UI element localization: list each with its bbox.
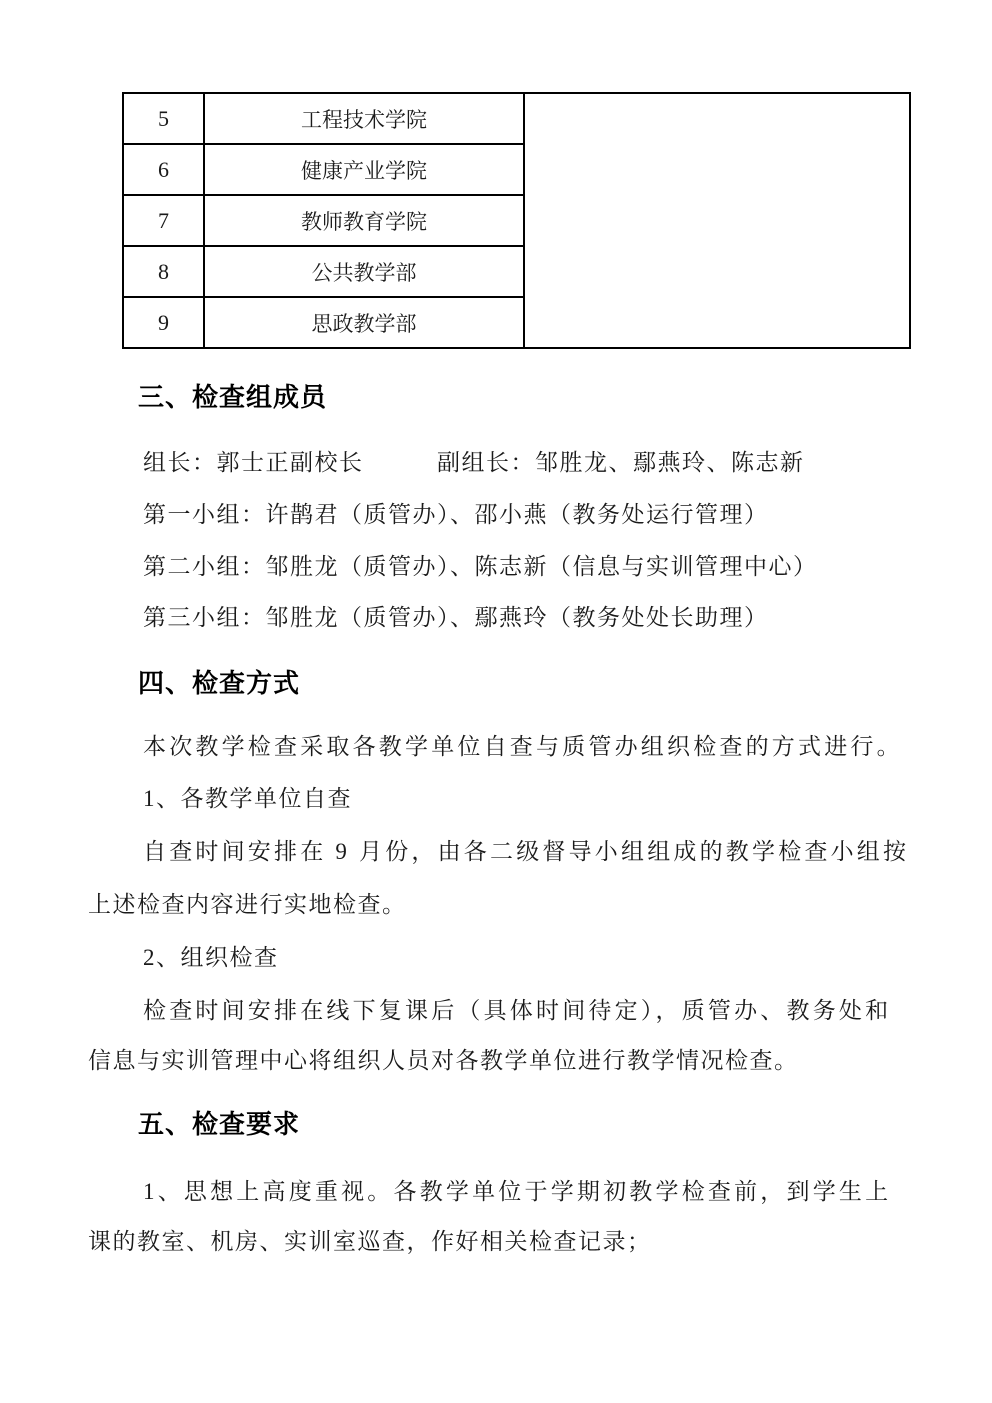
row-number-cell: 6 [123,144,204,195]
section4-item1-text-line2: 上述检查内容进行实地检查。 [88,892,407,917]
section4-item1-text-line1: 自查时间安排在 9 月份，由各二级督导小组组成的教学检查小组按 [143,839,910,864]
section5-item1-text-line2: 课的教室、机房、实训室巡查，作好相关检查记录； [88,1229,652,1254]
merged-empty-cell [524,93,910,348]
unit-name-cell: 思政教学部 [204,297,524,348]
unit-name-cell: 公共教学部 [204,246,524,297]
teaching-units-table [122,92,911,349]
section4-item2-text-line2: 信息与实训管理中心将组织人员对各教学单位进行教学情况检查。 [88,1048,799,1073]
section4-item2-title: 2、组织检查 [143,945,279,970]
row-number-cell: 9 [123,297,204,348]
row-number-cell: 7 [123,195,204,246]
table-row [123,93,910,144]
section4-item1-title: 1、各教学单位自查 [143,786,352,811]
row-number-cell: 5 [123,93,204,144]
section4-item2-text-line1: 检查时间安排在线下复课后（具体时间待定），质管办、教务处和 [143,998,892,1023]
section3-leaders-line: 组长：郭士正副校长 副组长：邹胜龙、鄢燕玲、陈志新 [143,450,805,475]
section5-heading: 五、检查要求 [138,1109,301,1139]
section3-group1-line: 第一小组：许鹊君（质管办）、邵小燕（教务处运行管理） [143,502,769,527]
section4-heading: 四、检查方式 [138,668,301,698]
unit-name-cell: 健康产业学院 [204,144,524,195]
unit-name-cell: 工程技术学院 [204,93,524,144]
section5-item1-text-line1: 1、思想上高度重视。各教学单位于学期初教学检查前，到学生上 [143,1179,892,1204]
unit-name-cell: 教师教育学院 [204,195,524,246]
section3-group2-line: 第二小组：邹胜龙（质管办）、陈志新（信息与实训管理中心） [143,554,818,579]
section3-group3-line: 第三小组：邹胜龙（质管办）、鄢燕玲（教务处处长助理） [143,605,769,630]
section4-intro-line: 本次教学检查采取各教学单位自查与质管办组织检查的方式进行。 [143,734,903,759]
section3-heading: 三、检查组成员 [138,382,328,412]
row-number-cell: 8 [123,246,204,297]
